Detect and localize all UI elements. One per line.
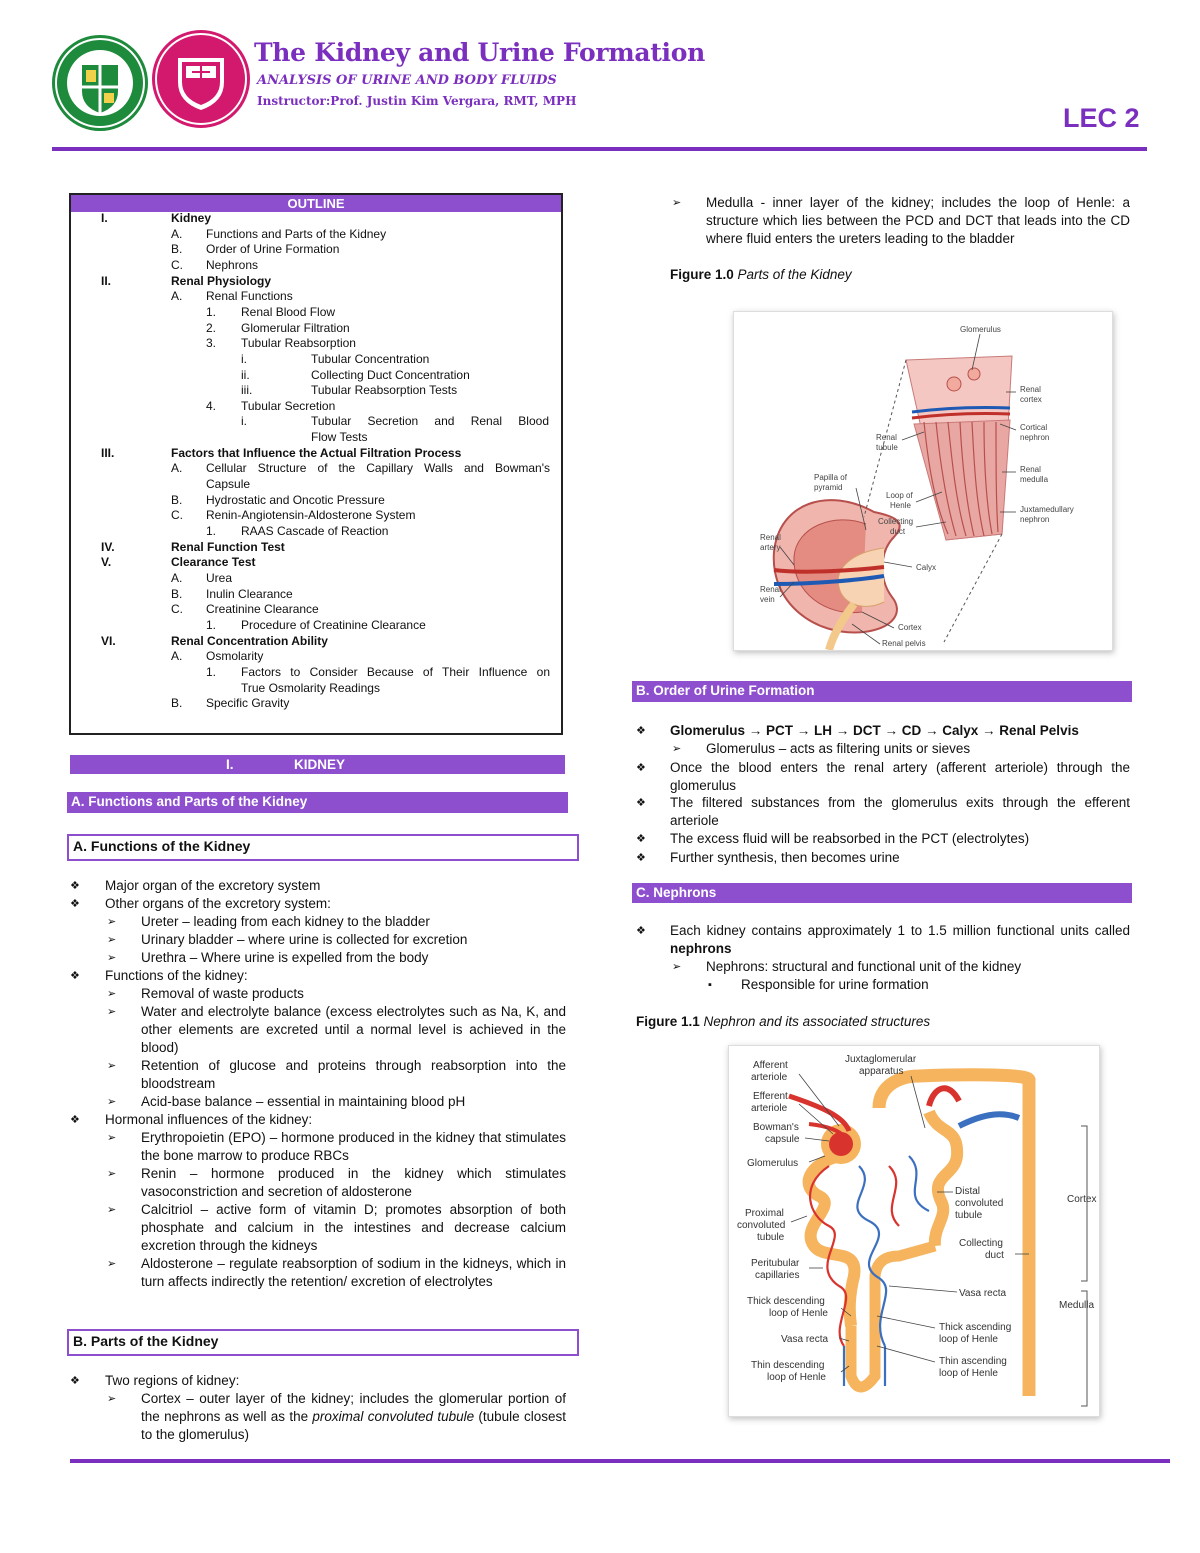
fig2-dct-2: convoluted <box>955 1198 1004 1209</box>
fig1-renal-tubule-1: Renal <box>876 433 897 442</box>
order-item-4: The excess fluid will be reabsorbed in the PCT (electrolytes) <box>670 831 1030 846</box>
fig2-vasa-recta-left: Vasa recta <box>781 1334 829 1345</box>
outline-item[interactable]: Creatinine Clearance <box>206 602 319 617</box>
outline-item[interactable]: Capsule <box>206 477 251 492</box>
arrow-bullet-icon: ➢ <box>107 988 117 1000</box>
arrow-bullet-icon: ➢ <box>107 1132 117 1144</box>
fig1-collecting-1: Collecting <box>878 517 914 526</box>
outline-item[interactable]: Renal Functions <box>206 289 293 304</box>
outline-number: A. <box>171 289 183 304</box>
outline-number: A. <box>171 226 183 241</box>
arrow-bullet-icon: ➢ <box>107 1168 117 1180</box>
outline-number: C. <box>171 508 183 523</box>
fig2-efferent-2: arteriole <box>751 1103 788 1114</box>
parts-item-1: Two regions of kidney: <box>105 1373 240 1388</box>
figure-1-label: Figure 1.0 <box>670 267 734 282</box>
fig2-juxta-1: Juxtaglomerular <box>845 1054 917 1065</box>
diamond-bullet-icon: ❖ <box>636 833 646 845</box>
outline-item[interactable]: Renin-Angiotensin-Aldosterone System <box>206 508 416 523</box>
outline-number: V. <box>101 555 112 570</box>
fig1-calyx: Calyx <box>916 563 937 572</box>
kidney-section-bar <box>70 755 565 774</box>
fig1-collecting-2: duct <box>890 527 906 536</box>
fig2-thin-desc-2: loop of Henle <box>767 1372 826 1383</box>
outline-number: i. <box>241 351 247 366</box>
fig2-thin-desc-1: Thin descending <box>751 1360 825 1371</box>
diamond-bullet-icon: ❖ <box>636 925 646 937</box>
order-item-2: Once the blood enters the renal artery (afferent arteriole) through the glomerulus <box>670 760 1130 793</box>
fig2-medulla: Medulla <box>1059 1300 1095 1311</box>
fig1-renal-vein-1: Renal <box>760 585 781 594</box>
fig1-papilla-1: Papilla of <box>814 473 847 482</box>
outline-number: A. <box>171 570 183 585</box>
fig2-juxta-2: apparatus <box>859 1066 904 1077</box>
kidney-section-number: I. <box>226 757 234 772</box>
arrow-bullet-icon: ➢ <box>107 1006 117 1018</box>
nephrons-bar: C. Nephrons <box>632 883 1132 903</box>
outline-number: 4. <box>206 398 217 413</box>
fig1-loop-1: Loop of <box>886 491 913 500</box>
order-item-5: Further synthesis, then becomes urine <box>670 850 900 865</box>
outline-item[interactable]: Renal Function Test <box>171 539 285 554</box>
outline-item[interactable]: Inulin Clearance <box>206 586 293 601</box>
figure-1-title: Parts of the Kidney <box>737 267 852 282</box>
outline-item[interactable]: RAAS Cascade of Reaction <box>241 524 389 538</box>
arrow-bullet-icon: ➢ <box>107 1060 117 1072</box>
func-item-2: Other organs of the excretory system: <box>105 896 331 911</box>
fig1-renal-medulla-2: medulla <box>1020 475 1049 484</box>
arrow-bullet-icon: ➢ <box>672 197 682 209</box>
fig2-afferent-1: Afferent <box>753 1060 788 1071</box>
square-bullet-icon: ▪ <box>708 979 712 991</box>
outline-item[interactable]: Urea <box>206 570 233 585</box>
fig1-cortex: Cortex <box>898 623 922 632</box>
fig2-thick-desc-2: loop of Henle <box>769 1308 828 1319</box>
outline-item[interactable]: Specific Gravity <box>206 696 290 711</box>
arrow-bullet-icon: ➢ <box>672 961 682 973</box>
college-seal-logo <box>152 30 250 128</box>
fig2-collecting-1: Collecting <box>959 1238 1003 1249</box>
outline-item[interactable]: Clearance Test <box>171 555 256 570</box>
fig2-cortex: Cortex <box>1067 1194 1097 1205</box>
outline-item[interactable]: Order of Urine Formation <box>206 242 340 257</box>
outline-item[interactable]: Renal Blood Flow <box>241 304 336 319</box>
fig2-peritubular-2: capillaries <box>755 1270 800 1281</box>
cortex-em: proximal convoluted tubule <box>312 1409 475 1424</box>
outline-item[interactable]: Flow Tests <box>311 430 368 445</box>
figure-2-caption <box>636 1013 930 1031</box>
nephron-text: Each kidney contains approximately 1 to 1.5 million functional units called <box>670 923 1130 938</box>
func-item-4: Hormonal influences of the kidney: <box>105 1112 313 1127</box>
medulla-item: Medulla - inner layer of the kidney; includes the loop of Henle: a structure which lies between the PCD and DCT that leads into the CD where fluid enters the ureters leading to the bladder <box>706 195 1130 246</box>
arrow-bullet-icon: ➢ <box>107 1204 117 1216</box>
outline-item[interactable]: True Osmolarity Readings <box>241 680 380 695</box>
fig1-renal-artery-2: artery <box>760 543 781 552</box>
outline-number: 1. <box>206 524 217 538</box>
fig2-vasa-recta-right: Vasa recta <box>959 1288 1007 1299</box>
functions-of-kidney-box: A. Functions of the Kidney <box>67 834 579 861</box>
cortex-text: Cortex – outer layer of the kidney; includes the glomerular portion of the nephrons as well as the <box>141 1391 566 1424</box>
arrow-bullet-icon: ➢ <box>107 934 117 946</box>
func-item-2a: Ureter – leading from each kidney to the bladder <box>141 914 430 929</box>
fig2-pct-3: tubule <box>757 1232 785 1243</box>
nephron-item-1a: Nephrons: structural and functional unit of the kidney <box>706 959 1022 974</box>
outline-item[interactable]: Factors that Influence the Actual Filtration Process <box>171 445 462 460</box>
instructor-line: Instructor:Prof. Justin Kim Vergara, RMT, MPH <box>257 94 577 108</box>
arrow-bullet-icon: ➢ <box>107 1258 117 1270</box>
fig1-renal-cortex-1: Renal <box>1020 385 1041 394</box>
outline-item[interactable]: Tubular Reabsorption <box>241 336 356 351</box>
kidney-section-title: KIDNEY <box>294 757 346 772</box>
nephron-item-1a-i: Responsible for urine formation <box>741 977 929 992</box>
func-item-4a: Erythropoietin (EPO) – hormone produced in the kidney that stimulates the bone marrow to produce RBCs <box>141 1130 566 1163</box>
fig1-renal-artery-1: Renal <box>760 533 781 542</box>
func-item-3a: Removal of waste products <box>141 986 304 1001</box>
fig2-bowman-1: Bowman's <box>753 1122 799 1133</box>
outline-number: iii. <box>241 383 253 398</box>
fig1-juxta-1: Juxtamedullary <box>1020 505 1074 514</box>
outline-item[interactable]: Tubular Concentration <box>311 351 430 366</box>
figure-1-caption <box>670 266 852 284</box>
fig2-peritubular-1: Peritubular <box>751 1258 800 1269</box>
outline-number: VI. <box>101 633 116 648</box>
fig1-glomerulus: Glomerulus <box>960 325 1001 334</box>
university-seal-logo <box>52 35 148 131</box>
order-item-1: Glomerulus → PCT → LH → DCT → CD → Calyx → Renal Pelvis <box>670 723 1079 738</box>
outline-number: A. <box>171 649 183 664</box>
outline-item[interactable]: Functions and Parts of the Kidney <box>206 226 387 241</box>
outline-item[interactable]: Renal Concentration Ability <box>171 633 328 648</box>
nephron-item-1 <box>670 922 1130 958</box>
func-item-4b: Renin – hormone produced in the kidney which stimulates vasoconstriction and secretion of aldosterone <box>141 1166 566 1199</box>
outline-item[interactable]: Hydrostatic and Oncotic Pressure <box>206 492 385 507</box>
order-item-3: The filtered substances from the glomerulus exits through the efferent arteriole <box>670 795 1130 828</box>
diamond-bullet-icon: ❖ <box>70 880 80 892</box>
outline-number: 3. <box>206 336 217 351</box>
func-item-3c: Retention of glucose and proteins through reabsorption into the bloodstream <box>141 1058 566 1091</box>
kidney-parts-figure <box>733 311 1113 651</box>
diamond-bullet-icon: ❖ <box>636 797 646 809</box>
outline-item[interactable]: Tubular Secretion <box>241 398 336 413</box>
outline-number: A. <box>171 461 183 476</box>
outline-number: 1. <box>206 304 217 319</box>
diamond-bullet-icon: ❖ <box>70 970 80 982</box>
func-item-2c: Urethra – Where urine is expelled from the body <box>141 950 429 965</box>
fig1-papilla-2: pyramid <box>814 483 843 492</box>
outline-number: III. <box>101 445 115 460</box>
fig2-glomerulus: Glomerulus <box>747 1158 799 1169</box>
fig2-thin-asc-2: loop of Henle <box>939 1368 998 1379</box>
fig2-efferent-1: Efferent <box>753 1091 788 1102</box>
outline-item[interactable]: Renal Physiology <box>171 273 272 288</box>
fig2-afferent-2: arteriole <box>751 1072 788 1083</box>
arrow-bullet-icon: ➢ <box>107 916 117 928</box>
outline-item[interactable]: Osmolarity <box>206 649 264 664</box>
func-item-4c: Calcitriol – active form of vitamin D; promotes absorption of both phosphate and calcium in the intestines and decrease calcium excretion through the kidneys <box>141 1202 566 1253</box>
parts-item-cortex <box>141 1390 566 1444</box>
order-item-1a: Glomerulus – acts as filtering units or sieves <box>706 741 971 756</box>
fig1-renal-medulla-1: Renal <box>1020 465 1041 474</box>
outline-number: B. <box>171 242 183 257</box>
fig1-renal-vein-2: vein <box>760 595 775 604</box>
outline-item[interactable]: Cellular Structure of the Capillary Walls and Bowman's <box>206 461 550 476</box>
outline-number: 2. <box>206 320 217 335</box>
func-item-1: Major organ of the excretory system <box>105 878 321 893</box>
diamond-bullet-icon: ❖ <box>70 1375 80 1387</box>
outline-number: I. <box>101 211 108 225</box>
fig1-loop-2: Henle <box>890 501 911 510</box>
diamond-bullet-icon: ❖ <box>70 1114 80 1126</box>
fig2-thick-asc-1: Thick ascending <box>939 1322 1012 1333</box>
outline-item[interactable]: Collecting Duct Concentration <box>311 367 470 382</box>
outline-number: IV. <box>101 539 115 554</box>
nephron-bold: nephrons <box>670 941 732 956</box>
order-of-urine-bar: B. Order of Urine Formation <box>632 681 1132 702</box>
outline-item[interactable]: Tubular Secretion and Renal Blood <box>311 414 549 429</box>
diamond-bullet-icon: ❖ <box>636 852 646 864</box>
lecture-number: LEC 2 <box>1063 103 1140 133</box>
outline-number: ii. <box>241 367 250 382</box>
func-item-4d: Aldosterone – regulate reabsorption of sodium in the kidneys, which in turn affects indirectly the retention/ excretion of electrolytes <box>141 1256 566 1289</box>
arrow-bullet-icon: ➢ <box>107 952 117 964</box>
fig1-cortical-nephron-1: Cortical <box>1020 423 1048 432</box>
outline-number: B. <box>171 696 183 711</box>
outline-number: II. <box>101 273 112 288</box>
diamond-bullet-icon: ❖ <box>636 725 646 737</box>
outline-item[interactable]: Nephrons <box>206 257 259 272</box>
outline-number: C. <box>171 602 183 617</box>
fig2-dct-1: Distal <box>955 1186 981 1197</box>
outline-number: 1. <box>206 664 217 679</box>
document-subtitle: ANALYSIS OF URINE AND BODY FLUIDS <box>257 73 557 88</box>
arrow-bullet-icon: ➢ <box>107 1096 117 1108</box>
func-item-2b: Urinary bladder – where urine is collected for excretion <box>141 932 468 947</box>
fig2-pct-2: convoluted <box>737 1220 786 1231</box>
figure-2-title: Nephron and its associated structures <box>703 1014 931 1029</box>
figure-2-label: Figure 1.1 <box>636 1014 700 1029</box>
outline-number: 1. <box>206 617 217 632</box>
fig2-thick-asc-2: loop of Henle <box>939 1334 998 1345</box>
document-title: The Kidney and Urine Formation <box>254 38 705 67</box>
fig2-pct-1: Proximal <box>745 1208 784 1219</box>
outline-number: B. <box>171 492 183 507</box>
arrow-bullet-icon: ➢ <box>107 1393 117 1405</box>
func-item-3b: Water and electrolyte balance (excess electrolytes such as Na, K, and other elements are excreted until a normal level is achieved in the blood) <box>141 1004 566 1055</box>
outline-item[interactable]: Kidney <box>171 211 212 225</box>
fig1-renal-tubule-2: tubule <box>876 443 898 452</box>
outline-number: B. <box>171 586 183 601</box>
outline-item[interactable]: Procedure of Creatinine Clearance <box>241 617 426 632</box>
functions-parts-bar: A. Functions and Parts of the Kidney <box>67 792 568 813</box>
fig1-renal-pelvis: Renal pelvis <box>882 639 926 648</box>
fig2-thick-desc-1: Thick descending <box>747 1296 825 1307</box>
outline-item[interactable]: Tubular Reabsorption Tests <box>311 383 458 398</box>
fig2-collecting-2: duct <box>985 1250 1004 1261</box>
fig1-juxta-2: nephron <box>1020 515 1050 524</box>
fig1-cortical-nephron-2: nephron <box>1020 433 1050 442</box>
diamond-bullet-icon: ❖ <box>636 762 646 774</box>
fig1-renal-cortex-2: cortex <box>1020 395 1042 404</box>
footer-divider <box>70 1459 1170 1463</box>
parts-of-kidney-box: B. Parts of the Kidney <box>67 1329 579 1356</box>
outline-number: C. <box>171 257 183 272</box>
outline-item[interactable]: Factors to Consider Because of Their Influence on <box>241 664 550 679</box>
cortex-text-end: (tubule closest to the glomerulus) <box>141 1409 567 1442</box>
arrow-bullet-icon: ➢ <box>672 743 682 755</box>
nephron-figure <box>728 1045 1100 1417</box>
header-divider <box>52 147 1147 151</box>
func-item-3d: Acid-base balance – essential in maintaining blood pH <box>141 1094 466 1109</box>
fig2-thin-asc-1: Thin ascending <box>939 1356 1007 1367</box>
outline-heading: OUTLINE <box>71 195 561 212</box>
outline-number: i. <box>241 414 247 429</box>
outline-item[interactable]: Glomerular Filtration <box>241 320 350 335</box>
fig2-bowman-2: capsule <box>765 1134 800 1145</box>
fig2-dct-3: tubule <box>955 1210 983 1221</box>
diamond-bullet-icon: ❖ <box>70 898 80 910</box>
func-item-3: Functions of the kidney: <box>105 968 248 983</box>
